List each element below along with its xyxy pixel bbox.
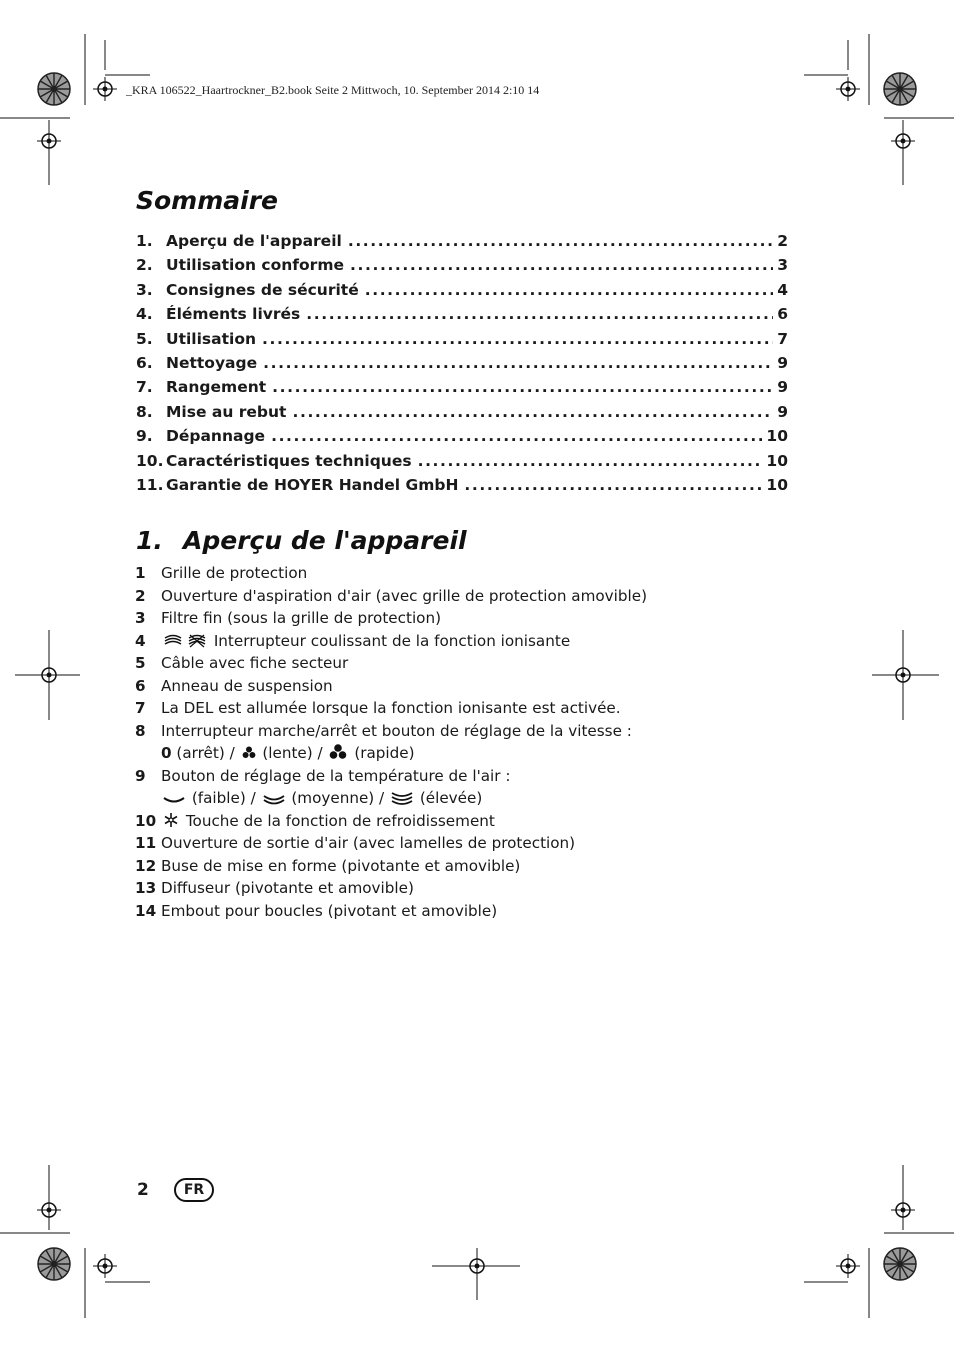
toc-leader-dots [272,378,773,396]
toc-entry-page: 9 [777,378,788,397]
list-item: 4 Interrupteur coulissant de la fonction ionisante [135,631,571,650]
list-item: 12 Buse de mise en forme (pivotante et amovible) [135,856,521,875]
toc-entry-label: Dépannage [166,427,266,446]
toc-entry-page: 9 [777,402,788,421]
toc-entry-label: Utilisation [166,329,257,348]
page-number: 2 [137,1180,149,1200]
list-item: 9 Bouton de réglage de la température de l'air : [135,766,511,785]
list-item: 3 Filtre fin (sous la grille de protection) [135,609,442,627]
toc-entry-page: 10 [766,475,788,494]
list-item: 5 Câble avec fiche secteur [135,654,349,672]
registration-star-icon [38,73,70,105]
list-item: 8 Interrupteur marche/arrêt et bouton de réglage de la vitesse : [135,721,632,740]
list-item: 11 Ouverture de sortie d'air (avec lamelles de protection) [135,834,576,852]
toc-leader-dots [271,427,762,445]
heat-low-icon [163,793,185,805]
print-header: _KRA 106522_Haartrockner_B2.book Seite 2 Mittwoch, 10. September 2014 2:10 14 [126,83,540,97]
list-item: 10 Touche de la fonction de refroidissement [135,811,495,830]
fan-slow-icon [242,746,256,760]
toc-leader-dots [348,232,773,250]
heat-high-icon [391,791,413,805]
fan-fast-icon [329,744,347,760]
toc-entry-label: Aperçu de l'appareil [166,232,342,250]
toc-entry-page: 9 [777,353,788,372]
toc-entry-number: 8. [136,402,153,421]
toc-entry-number: 10. [136,451,164,470]
toc-leader-dots [365,281,773,299]
toc-entry[interactable] [136,452,788,476]
list-item: 2 Ouverture d'aspiration d'air (avec grille de protection amovible) [135,586,648,605]
toc-entry-number: 1. [136,232,153,250]
cool-shot-snowflake-icon [163,812,179,828]
toc-entry-page: 7 [777,329,788,348]
toc-entry-label: Mise au rebut [166,402,287,421]
list-item: 1 Grille de protection [135,564,308,582]
toc-leader-dots [306,305,773,323]
toc-leader-dots [350,256,773,274]
toc-entry[interactable] [136,256,788,280]
registration-star-icon [884,73,916,105]
toc-entry-page: 2 [777,232,788,250]
toc-entry[interactable] [136,232,788,256]
list-item-continuation: 0 (arrêt) / (lente) / (rapide) [161,744,415,762]
toc-entry[interactable] [136,330,788,354]
registration-star-icon [38,1248,70,1280]
toc-entry[interactable] [136,305,788,329]
ion-off-icon [163,634,183,648]
toc-entry-number: 9. [136,427,153,446]
toc-entry-number: 5. [136,329,153,348]
heat-medium-icon [263,793,285,805]
table-of-contents [136,232,788,500]
list-item: 6 Anneau de suspension [135,676,333,695]
toc-entry-number: 2. [136,256,153,275]
toc-entry-label: Caractéristiques techniques [166,451,412,470]
toc-title: Sommaire [136,186,279,215]
toc-entry[interactable] [136,427,788,451]
list-item: 13 Diffuseur (pivotante et amovible) [135,879,414,897]
toc-entry[interactable] [136,354,788,378]
toc-entry[interactable] [136,476,788,500]
toc-entry-label: Rangement [166,378,267,397]
ion-on-icon [187,634,207,648]
toc-leader-dots [263,354,773,372]
language-badge: FR [174,1178,214,1202]
section-title [136,526,467,555]
parts-list [135,564,835,924]
list-item: 7 La DEL est allumée lorsque la fonction ionisante est activée. [135,699,621,717]
toc-entry-number: 11. [136,475,164,494]
toc-entry-number: 3. [136,280,153,299]
toc-leader-dots [292,403,773,421]
toc-entry-number: 4. [136,305,153,324]
toc-entry-page: 4 [777,280,788,299]
section-number: 1. [136,526,163,555]
toc-entry-label: Utilisation conforme [166,256,344,275]
toc-entry-page: 10 [766,451,788,470]
list-item: 14 Embout pour boucles (pivotant et amovible) [135,901,498,920]
section-title-text: Aperçu de l'appareil [183,526,467,555]
toc-entry[interactable] [136,281,788,305]
toc-entry-page: 10 [766,427,788,446]
toc-entry-label: Consignes de sécurité [166,280,359,299]
toc-leader-dots [418,452,763,470]
toc-entry-label: Garantie de HOYER Handel GmbH [166,475,459,494]
toc-entry[interactable] [136,378,788,402]
toc-entry-number: 7. [136,378,153,397]
toc-entry-page: 6 [777,305,788,324]
toc-leader-dots [464,476,762,494]
toc-entry-label: Éléments livrés [166,305,301,324]
toc-entry-page: 3 [777,256,788,275]
toc-leader-dots [262,330,773,348]
registration-star-icon [884,1248,916,1280]
toc-entry-number: 6. [136,353,153,372]
list-item-continuation: (faible) / (moyenne) / (élevée) [135,789,835,812]
toc-entry[interactable] [136,403,788,427]
toc-entry-label: Nettoyage [166,353,258,372]
